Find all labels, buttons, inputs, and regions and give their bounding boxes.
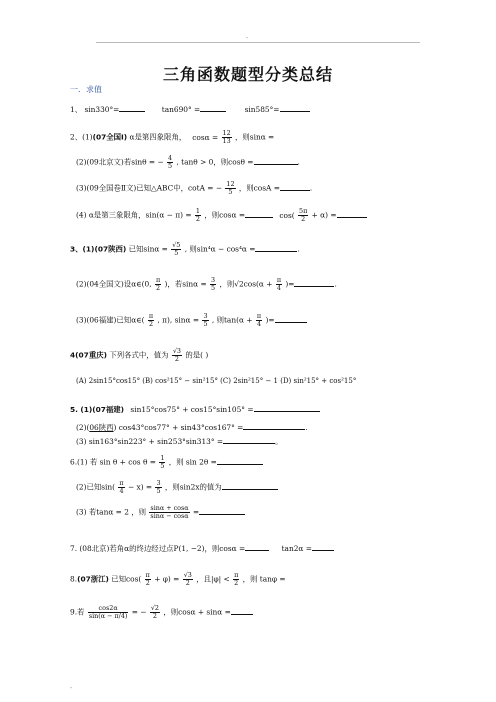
question-4-options: (A) 2sin15°cos15° (B) cos²15° − sin²15° (C) 2sin²15° − 1 (D) sin²15° + cos²15° <box>76 377 357 385</box>
question-5-1: 5. (1)(07福建) sin15°cos75° + cos15°sin105° = <box>70 403 320 415</box>
question-7: 7. (08北京)若角α的终边经过点P(1, −2)，则cosα = tan2α = <box>70 542 334 554</box>
header-mark: - <box>246 34 249 42</box>
question-4: 4(07重庆) 下列各式中，值为 $\frac{√3}{2}$ 的是( ) <box>70 347 209 363</box>
question-8: 8.(07浙江) 已知cos( $\frac{\pi}{2}$ + φ) = $\frac{√3}{2}$ ，且|φ| < $\frac{\pi}{2}$ ，则 tanφ = <box>70 571 286 587</box>
question-5-3: (3) sin163°sin223° + sin253°sin313° = 。 <box>76 437 283 446</box>
question-6-3: (3) 若tanα = 2 ，则 $\frac{\sin\alpha + \cos\alpha}{\sin\alpha - \cos\alpha}$ = <box>76 505 245 520</box>
question-1: 1、 sin330°= tan690° = sin585°= <box>70 103 310 115</box>
question-6-1: 6.(1) 若 sin θ + cos θ = $\frac{1}{5}$ ，则 sin 2θ = <box>70 455 263 470</box>
question-2-3: (3)(09全国卷Ⅱ文)已知△ABC中，cotA = − $\frac{12}{5}$ ，则cosA = . <box>76 180 313 196</box>
question-3-1: 3、(1)(07陕西) 已知sinα = $\frac{√5}{5}$ , 则sin⁴α − cos⁴α = . <box>70 241 300 257</box>
question-2-4: (4) α是第三象限角，sin(α − π) = $\frac{1}{2}$ ，则cosα = cos( $\frac{5\pi}{2}$ + α) = <box>76 208 367 223</box>
question-9: 9.若 $\frac{\cos 2\alpha}{\sin(\alpha - \pi/4)}$ = − $\frac{√2}{2}$ ，则cosα + sinα = <box>70 605 253 620</box>
question-3-3: (3)(06福建)已知α∈( $\frac{\pi}{2}$ , π), sinα = $\frac{3}{5}$ , 则tan(α + $\frac{\pi}{4}$ )= <box>76 313 307 328</box>
header-rule <box>96 42 420 43</box>
section-heading: 一．求值 <box>70 85 102 94</box>
footer-mark: - <box>70 684 73 692</box>
question-2-2: (2)(09北京文)若sinθ = − $\frac{4}{5}$ , tanθ > 0，则cosθ = . <box>76 154 300 170</box>
question-2-1: 2、(1)(07全国Ⅰ) α是第四象限角， cosα = $\frac{12}{13}$ ，则sinα = <box>70 129 275 145</box>
page-title: 三角函数题型分类总结 <box>162 65 333 84</box>
question-5-2: (2)(06陕西) cos43°cos77° + sin43°cos167° = . <box>76 423 308 432</box>
question-6-2: (2)已知sin( $\frac{\pi}{4}$ − x) = $\frac{3}{5}$ ，则sin2x的值为 <box>76 480 278 495</box>
question-3-2: (2)(04全国文)设α∈(0, $\frac{\pi}{2}$ )，若sinα = $\frac{3}{5}$ ，则√2cos(α + $\frac{\pi}{4}$ )= . <box>76 276 337 292</box>
